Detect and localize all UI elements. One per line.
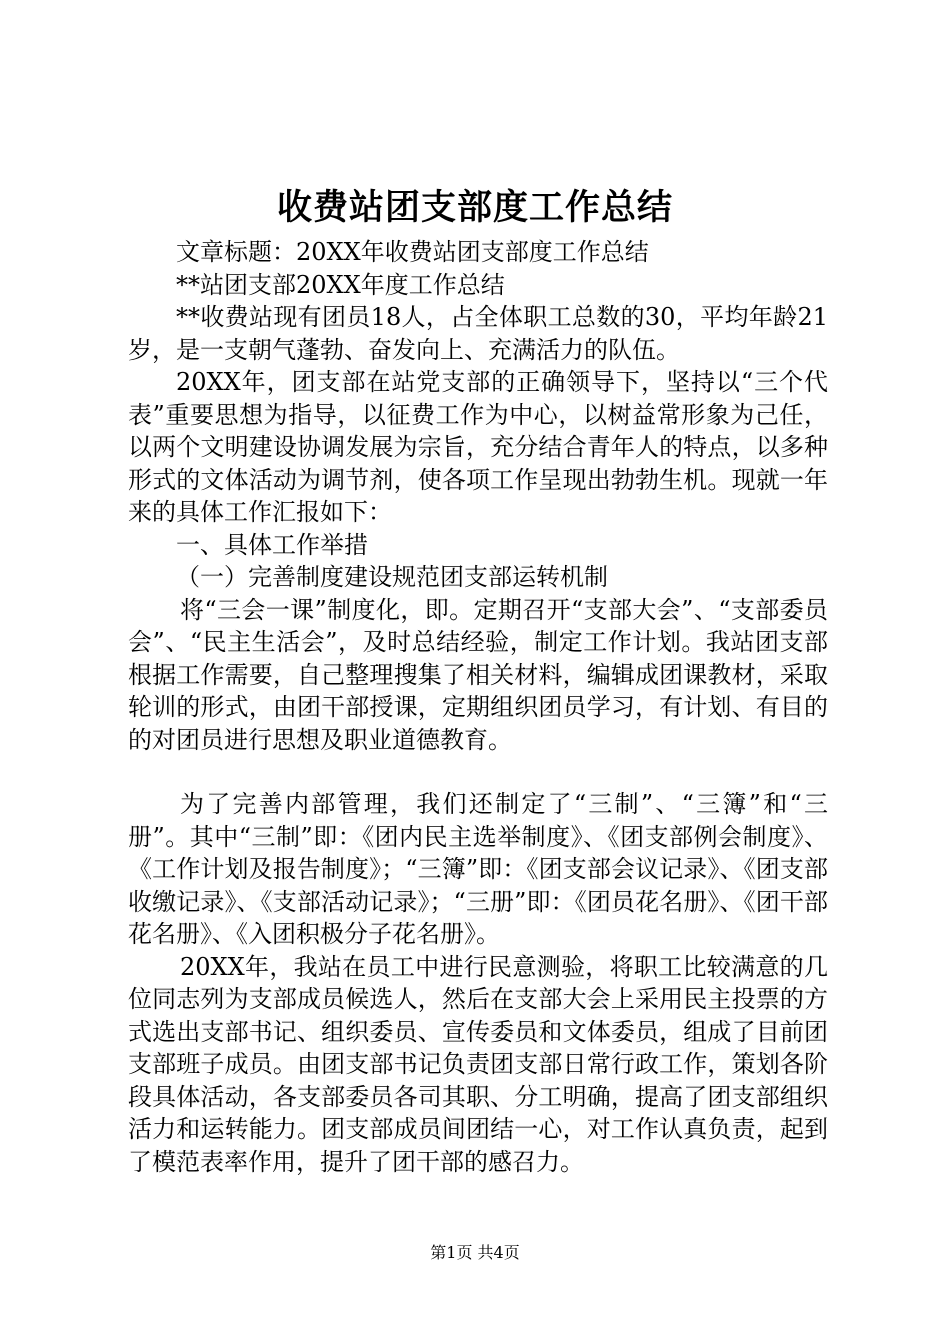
document-body (128, 236, 828, 1178)
paragraph-gap (128, 756, 828, 788)
paragraph-election: 20XX年，我站在员工中进行民意测验，将职工比较满意的几位同志列为支部成员候选人，然后在支部大会上采用民主投票的方式选出支部书记、组织委员、宣传委员和文体委员，组成了目前团支部班子成员。由团支部书记负责团支部日常行政工作，策划各阶段具体活动，各支部委员各司其职、分工明确，提高了团支部组织活力和运转能力。团支部成员间团结一心，对工作认真负责，起到了模范表率作用，提升了团干部的感召力。 (128, 952, 828, 1176)
paragraph-management: 为了完善内部管理，我们还制定了“三制”、“三簿”和“三册”。其中“三制”即：《团内民主选举制度》、《团支部例会制度》、《工作计划及报告制度》；“三簿”即：《团支部会议记录》、《团支部收缴记录》、《支部活动记录》；“三册”即：《团员花名册》、《团干部花名册》、《入团积极分子花名册》。 (128, 790, 828, 948)
document-title: 收费站团支部度工作总结 (276, 187, 673, 228)
article-title-line: 文章标题：20XX年收费站团支部度工作总结 (176, 238, 649, 266)
paragraph-overview: 20XX年，团支部在站党支部的正确领导下，坚持以“三个代表”重要思想为指导，以征费工作为中心，以树益常形象为己任，以两个文明建设协调发展为宗旨，充分结合青年人的特点，以多种形式的文体活动为调节剂，使各项工作呈现出勃勃生机。现就一年来的具体工作汇报如下： (128, 368, 828, 526)
paragraph-intro: **收费站现有团员18人，占全体职工总数的30，平均年龄21岁，是一支朝气蓬勃、奋发向上、充满活力的队伍。 (128, 303, 828, 364)
subsection-heading-1: （一）完善制度建设规范团支部运转机制 (176, 563, 608, 591)
paragraph-system: 将“三会一课”制度化，即。定期召开“支部大会”、“支部委员会”、“民主生活会”，及时总结经验，制定工作计划。我站团支部根据工作需要，自己整理搜集了相关材料，编辑成团课教材，采取轮训的形式，由团干部授课，定期组织团员学习，有计划、有目的的对团员进行思想及职业道德教育。 (128, 595, 828, 754)
report-heading-line: **站团支部20XX年度工作总结 (176, 270, 505, 299)
section-heading-1: 一、具体工作举措 (176, 530, 368, 559)
page-number-footer: 第1页 共4页 (430, 1243, 520, 1262)
